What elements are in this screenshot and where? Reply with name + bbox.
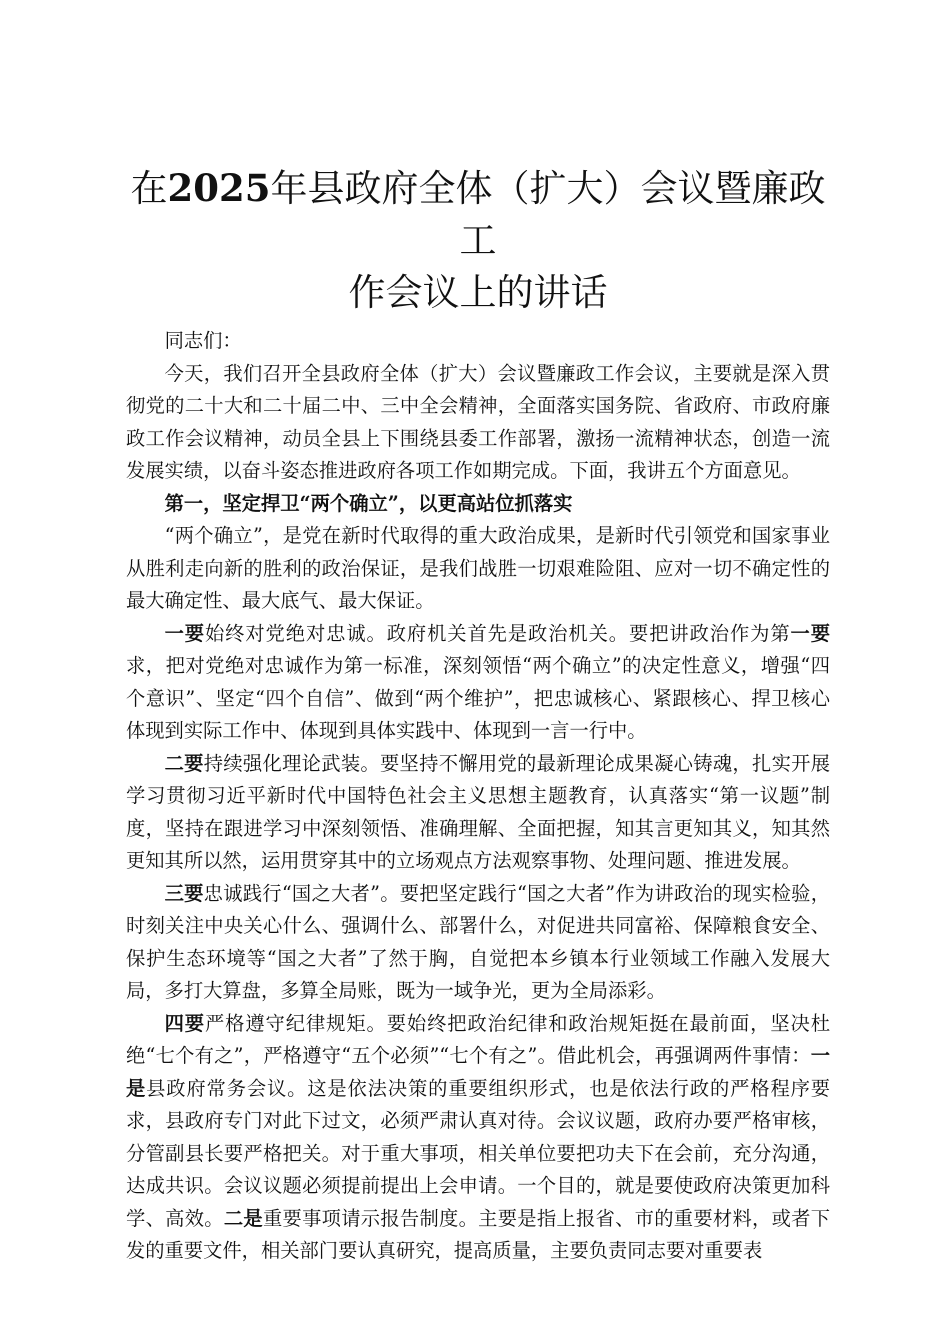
title-line2: 作会议上的讲话 [348, 271, 608, 314]
point-lead-3: 三要 [164, 881, 204, 905]
document-page [126, 162, 830, 1268]
point-lead-2: 二要 [164, 751, 204, 775]
point-lead-4: 四要 [164, 1011, 205, 1035]
point-text-1a: 始终对党绝对忠诚。政府机关首先是政治机关。要把讲政治作为第 [204, 621, 791, 645]
page-title [126, 162, 830, 319]
point-paragraph-3 [126, 878, 830, 1008]
point-paragraph-1 [126, 618, 830, 748]
point-text-4a: 严格遵守纪律规矩。要始终把政治纪律和政治规矩挺在最前面，坚决杜绝“七个有之”，严格遵守“五个必须”“七个有之”。借此机会，再强调两件事情： [126, 1011, 831, 1067]
salutation: 同志们： [164, 329, 242, 352]
point-bold-mid-1: 一要 [790, 621, 831, 645]
point-paragraph-4 [126, 1008, 830, 1268]
title-rest-line1: 年县政府全体（扩大）会议暨廉政工 [270, 167, 826, 262]
point-text-4b: 县政府常务会议。这是依法决策的重要组织形式，也是依法行政的严格程序要求，县政府专门对此下过文，必须严肃认真对待。会议议题，政府办要严格审核，分管副县长要严格把关。对于重大事项，相关单位要把功夫下在会前，充分沟通，达成共识。会议议题必须提前提出上会申请。一个目的，就是要使政府决策更加科学、高效。 [126, 1076, 830, 1230]
title-prefix: 在 [130, 167, 168, 210]
point-lead-1: 一要 [164, 621, 205, 645]
intro-paragraph: 今天，我们召开全县政府全体（扩大）会议暨廉政工作会议，主要就是深入贯彻党的二十大和二十届二中、三中全会精神，全面落实国务院、省政府、市政府廉政工作会议精神，动员全县上下围绕县委工作部署，激扬一流精神状态，创造一流发展实绩，以奋斗姿态推进政府各项工作如期完成。下面，我讲五个方面意见。 [126, 361, 830, 482]
point-text-4c: 重要事项请示报告制度。主要是指上报省、市的重要材料，或者下发的重要文件，相关部门要认真研究，提高质量，主要负责同志要对重要表 [126, 1206, 831, 1262]
point-text-3: 忠诚践行“国之大者”。要把坚定践行“国之大者”作为讲政治的现实检验，时刻关注中央关心什么、强调什么、部署什么，对促进共同富裕、保障粮食安全、保护生态环境等“国之大者”了然于胸，自觉把本乡镇本行业领域工作融入发展大局，多打大算盘，多算全局账，既为一域争光，更为全局添彩。 [126, 881, 830, 1002]
point-bold-4-2: 二是 [223, 1206, 263, 1230]
title-year: 2025 [167, 166, 271, 210]
section-heading-1: 第一，坚定捍卫“两个确立”，以更高站位抓落实 [164, 491, 573, 515]
point-text-1b: 求，把对党绝对忠诚作为第一标准，深刻领悟“两个确立”的决定性意义，增强“四个意识”、坚定“四个自信”、做到“两个维护”，把忠诚核心、紧跟核心、捍卫核心体现到实际工作中、体现到具体实践中、体现到一言一行中。 [126, 654, 830, 742]
speech-body [126, 325, 830, 1268]
point-text-2: 持续强化理论武装。要坚持不懈用党的最新理论成果凝心铸魂，扎实开展学习贯彻习近平新时代中国特色社会主义思想主题教育，认真落实“第一议题”制度，坚持在跟进学习中深刻领悟、准确理解、全面把握，知其言更知其义，知其然更知其所以然，运用贯穿其中的立场观点方法观察事物、处理问题、推进发展。 [126, 751, 831, 872]
point-bold-4-1: 一是 [126, 1044, 830, 1100]
section1-intro-paragraph: “两个确立”，是党在新时代取得的重大政治成果，是新时代引领党和国家事业从胜利走向新的胜利的政治保证，是我们战胜一切艰难险阻、应对一切不确定性的最大确定性、最大底气、最大保证。 [126, 524, 830, 612]
point-paragraph-2 [126, 748, 830, 878]
